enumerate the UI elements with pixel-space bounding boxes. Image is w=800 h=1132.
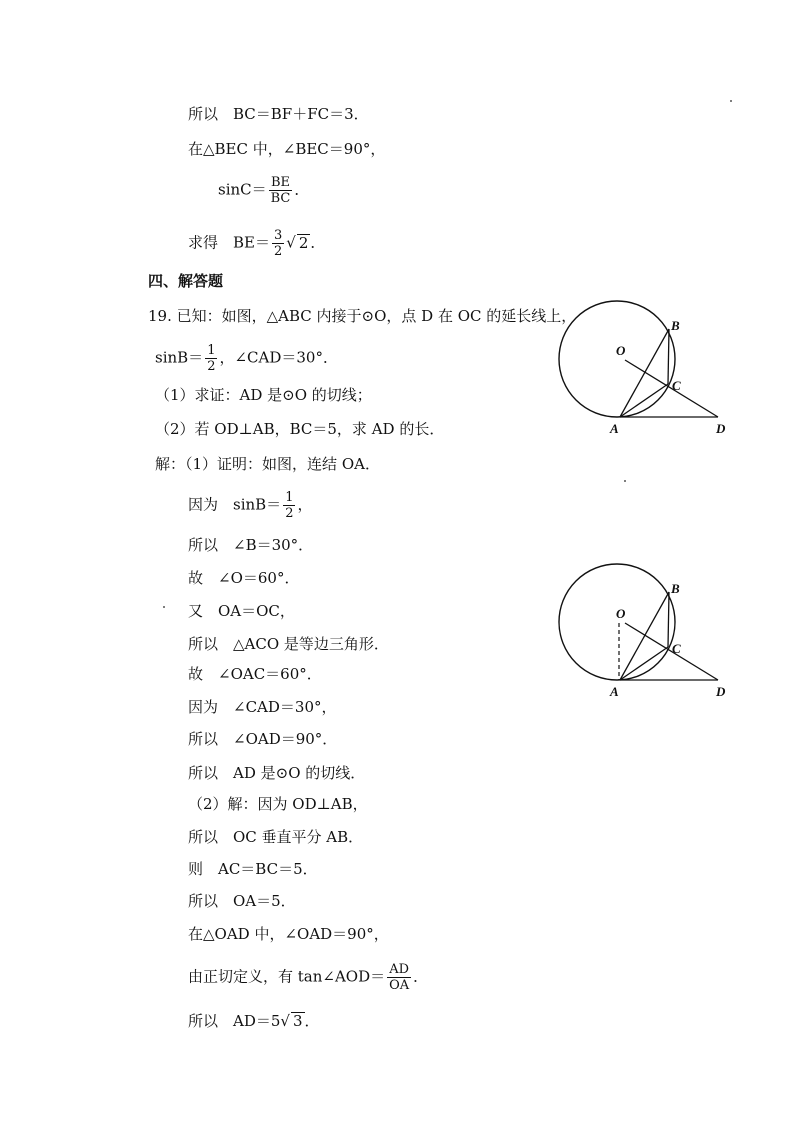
be-tail: ． xyxy=(310,233,326,252)
label-a: A xyxy=(610,684,619,699)
fraction-denominator: 2 xyxy=(273,244,283,259)
solution-intro: 解：（1）证明：如图，连结 OA． xyxy=(155,455,380,473)
sinb-step-tail: ， xyxy=(297,495,313,514)
question-19-condition xyxy=(155,343,338,374)
solution-step-tangent: 所以 AD 是⊙O 的切线． xyxy=(188,764,366,782)
text-line-sinc xyxy=(218,175,309,206)
fraction-numerator: 1 xyxy=(207,343,216,358)
fraction-denominator: OA xyxy=(389,978,410,993)
fraction-numerator: BE xyxy=(269,175,293,191)
tan-label: 由正切定义，有 tan∠AOD＝ xyxy=(188,967,386,986)
fraction-3-2 xyxy=(272,228,284,259)
fraction-numerator: 3 xyxy=(273,228,283,243)
fraction-denominator: 2 xyxy=(207,359,216,374)
solution-step-o60: 故 ∠O＝60°． xyxy=(188,569,300,587)
section-heading: 四、解答题 xyxy=(148,272,224,290)
segment-ac xyxy=(620,384,668,417)
segment-bc xyxy=(668,592,669,647)
question-part-2: （2）若 OD⊥AB，BC＝5，求 AD 的长． xyxy=(155,420,445,438)
fraction-1-2 xyxy=(205,343,217,374)
scan-speck xyxy=(730,100,732,102)
label-d: D xyxy=(716,421,726,436)
segment-ac xyxy=(620,647,668,680)
label-o: O xyxy=(616,606,626,621)
sqrt-3: 3 xyxy=(292,1012,303,1030)
solution-step-triangle-oad: 在△OAD 中，∠OAD＝90°， xyxy=(188,925,389,943)
fraction-denominator: BC xyxy=(270,191,291,206)
sqrt-2: 2 xyxy=(298,233,309,252)
solution-step-ac-bc: 则 AC＝BC＝5． xyxy=(188,860,318,878)
solution-final-answer: 所以 AD＝5√ 3 ． xyxy=(188,1012,320,1030)
segment-ab xyxy=(620,592,669,680)
cad-condition: ，∠CAD＝30°． xyxy=(219,348,338,367)
scan-speck xyxy=(163,606,165,608)
geometry-figure-2 xyxy=(540,563,740,703)
label-b: B xyxy=(671,318,680,333)
fraction-numerator: AD xyxy=(387,962,411,978)
solution-sinb xyxy=(188,490,312,521)
fraction-denominator: 2 xyxy=(285,506,294,521)
text-line-bc-sum: 所以 BC＝BF＋FC＝3． xyxy=(188,105,369,123)
question-part-1: （1）求证：AD 是⊙O 的切线； xyxy=(155,386,372,404)
scan-speck xyxy=(624,480,626,482)
label-o: O xyxy=(616,343,626,358)
label-c: C xyxy=(672,378,681,393)
fraction-ad-oa xyxy=(387,962,411,993)
solution-step-oa5: 所以 OA＝5． xyxy=(188,892,296,910)
solution-step-b30: 所以 ∠B＝30°． xyxy=(188,536,314,554)
circle-o xyxy=(559,564,675,680)
label-a: A xyxy=(610,421,619,436)
sinc-tail: ． xyxy=(294,180,310,199)
sinb-label: sinB＝ xyxy=(155,348,204,367)
ad-label: 所以 AD＝5 xyxy=(188,1012,281,1030)
segment-ab xyxy=(620,329,669,417)
ad-tail: ． xyxy=(304,1012,320,1030)
solution-step-oad90: 所以 ∠OAD＝90°． xyxy=(188,730,338,748)
text-line-triangle-bec: 在△BEC 中，∠BEC＝90°， xyxy=(188,140,386,158)
question-19-stem: 19. 已知：如图，△ABC 内接于⊙O，点 D 在 OC 的延长线上， xyxy=(148,307,577,325)
text-line-be-result: 求得 BE＝ $\frac{3}{2}$ √ 2 ． xyxy=(188,228,326,259)
sinb-step-label: 因为 sinB＝ xyxy=(188,495,282,514)
label-c: C xyxy=(672,641,681,656)
sinc-label: sinC＝ xyxy=(218,180,267,199)
solution-step-bisector: 所以 OC 垂直平分 AB． xyxy=(188,828,364,846)
fraction-1-2 xyxy=(283,490,295,521)
fraction-be-bc xyxy=(269,175,293,206)
solution-part2-start: （2）解：因为 OD⊥AB， xyxy=(188,795,368,813)
be-label: 求得 BE＝ xyxy=(188,233,270,252)
solution-step-tan xyxy=(188,962,428,993)
label-b: B xyxy=(671,581,680,596)
geometry-figure-1 xyxy=(540,300,740,440)
circle-o xyxy=(559,301,675,417)
solution-step-cad30: 因为 ∠CAD＝30°， xyxy=(188,698,337,716)
fraction-numerator: 1 xyxy=(285,490,294,505)
segment-bc xyxy=(668,329,669,384)
label-d: D xyxy=(716,684,726,699)
solution-step-oa-oc: 又 OA＝OC， xyxy=(188,602,295,620)
solution-step-equilateral: 所以 △ACO 是等边三角形． xyxy=(188,635,389,653)
tan-tail: ． xyxy=(413,967,429,986)
solution-step-oac60: 故 ∠OAC＝60°． xyxy=(188,665,322,683)
